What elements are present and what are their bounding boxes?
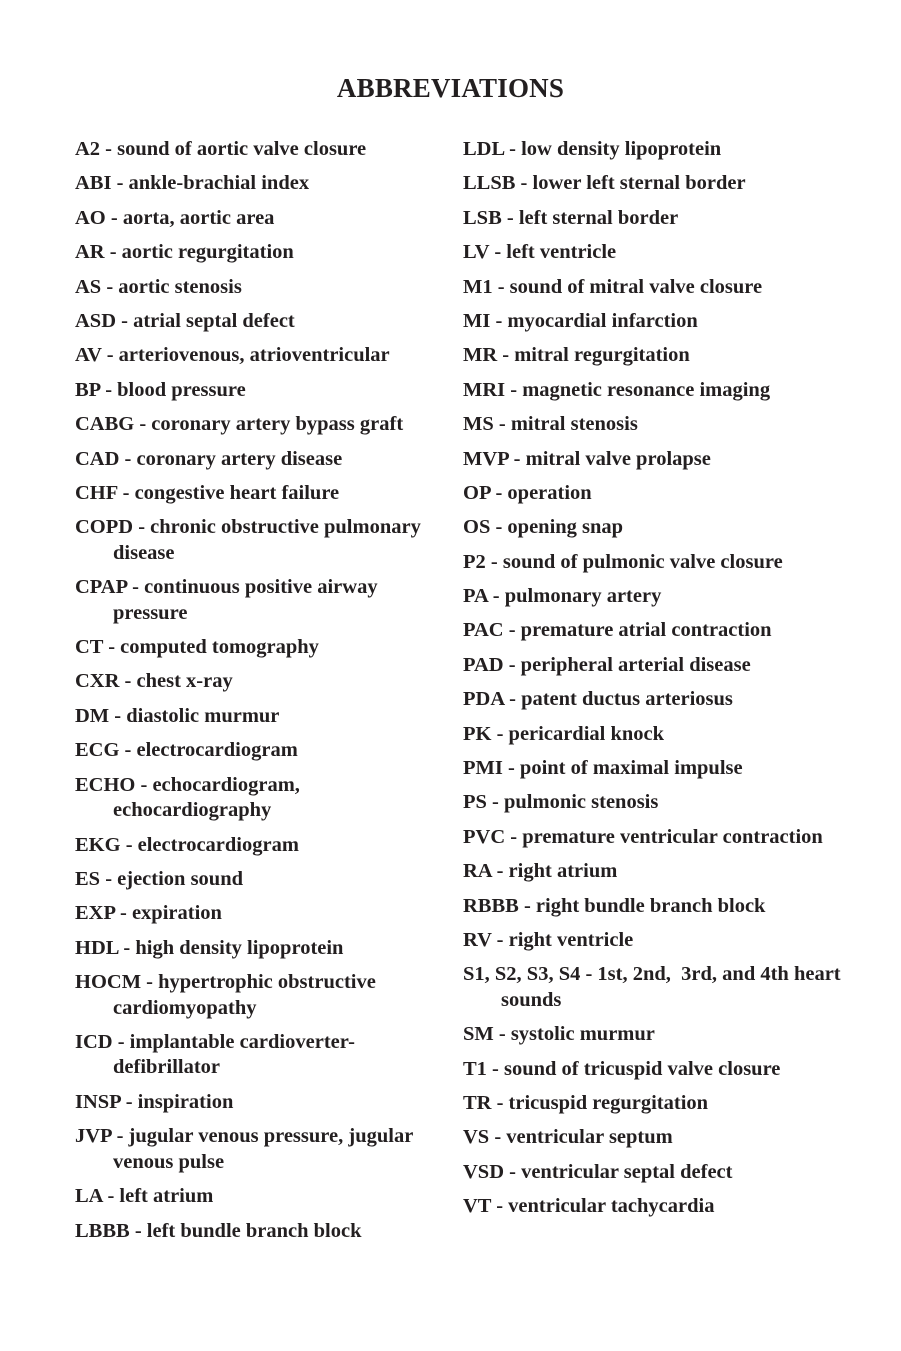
- abbreviation-text: T1 - sound of tricuspid valve closure: [463, 1057, 781, 1080]
- abbreviation-entry: [463, 240, 863, 266]
- abbreviation-text: BP - blood pressure: [75, 378, 246, 401]
- abbreviation-text: CAD - coronary artery disease: [75, 447, 343, 470]
- abbreviation-entry: [75, 575, 445, 626]
- abbreviation-entry: [75, 867, 445, 893]
- abbreviation-text: COPD - chronic obstructive pulmonary disease: [75, 516, 426, 564]
- abbreviation-entry: [463, 653, 863, 679]
- abbreviation-entry: [75, 515, 445, 566]
- abbreviation-entry: [463, 1057, 863, 1083]
- abbreviation-entry: [75, 481, 445, 507]
- abbreviation-entry: [463, 722, 863, 748]
- abbreviation-entry: [75, 240, 445, 266]
- abbreviation-text: LA - left atrium: [75, 1185, 214, 1208]
- abbreviation-text: ES - ejection sound: [75, 867, 244, 890]
- abbreviation-text: RV - right ventricle: [463, 928, 634, 951]
- abbreviation-entry: [463, 378, 863, 404]
- abbreviation-text: CT - computed tomography: [75, 636, 319, 659]
- abbreviation-entry: [463, 515, 863, 541]
- abbreviation-text: CXR - chest x-ray: [75, 670, 233, 693]
- abbreviation-entry: [75, 833, 445, 859]
- abbreviation-entry: [75, 704, 445, 730]
- abbreviation-text: S1, S2, S3, S4 - 1st, 2nd, 3rd, and 4th heart sounds: [463, 963, 846, 1011]
- abbreviation-text: PA - pulmonary artery: [463, 585, 662, 608]
- abbreviation-text: M1 - sound of mitral valve closure: [463, 275, 763, 298]
- abbreviation-text: MS - mitral stenosis: [463, 413, 638, 436]
- abbreviation-text: EXP - expiration: [75, 902, 222, 925]
- abbreviation-entry: [75, 901, 445, 927]
- abbreviation-entry: [463, 171, 863, 197]
- abbreviation-text: OS - opening snap: [463, 516, 624, 539]
- abbreviation-entry: [463, 894, 863, 920]
- abbreviation-text: PS - pulmonic stenosis: [463, 791, 659, 814]
- abbreviation-entry: [75, 669, 445, 695]
- abbreviation-list-right: [463, 137, 863, 1229]
- abbreviation-text: ASD - atrial septal defect: [75, 309, 295, 332]
- abbreviation-text: ECG - electrocardiogram: [75, 739, 298, 762]
- abbreviation-entry: [75, 936, 445, 962]
- abbreviation-entry: [463, 343, 863, 369]
- abbreviation-entry: [463, 1160, 863, 1186]
- abbreviation-entry: [463, 859, 863, 885]
- abbreviation-text: INSP - inspiration: [75, 1090, 234, 1113]
- abbreviation-entry: [463, 790, 863, 816]
- abbreviation-text: LV - left ventricle: [463, 241, 617, 264]
- abbreviation-text: EKG - electrocardiogram: [75, 833, 299, 856]
- abbreviation-entry: [75, 309, 445, 335]
- abbreviation-text: LBBB - left bundle branch block: [75, 1219, 362, 1242]
- abbreviation-text: LSB - left sternal border: [463, 206, 679, 229]
- abbreviation-entry: [75, 1184, 445, 1210]
- abbreviation-entry: [463, 1022, 863, 1048]
- abbreviation-text: PDA - patent ductus arteriosus: [463, 688, 733, 711]
- abbreviation-text: DM - diastolic murmur: [75, 704, 280, 727]
- abbreviation-entry: [463, 928, 863, 954]
- abbreviation-entry: [463, 309, 863, 335]
- abbreviation-text: RA - right atrium: [463, 860, 618, 883]
- abbreviation-entry: [463, 962, 863, 1013]
- abbreviation-text: PK - pericardial knock: [463, 722, 665, 745]
- abbreviation-text: VT - ventricular tachycardia: [463, 1195, 715, 1218]
- abbreviation-text: CPAP - continuous positive airway pressure: [75, 576, 383, 624]
- abbreviation-text: AO - aorta, aortic area: [75, 206, 275, 229]
- abbreviation-text: AS - aortic stenosis: [75, 275, 242, 298]
- abbreviation-entry: [75, 137, 445, 163]
- abbreviation-entry: [75, 378, 445, 404]
- abbreviation-entry: [463, 756, 863, 782]
- abbreviation-text: LDL - low density lipoprotein: [463, 138, 722, 160]
- abbreviation-text: A2 - sound of aortic valve closure: [75, 138, 367, 160]
- abbreviation-entry: [75, 1219, 445, 1245]
- abbreviation-entry: [463, 481, 863, 507]
- abbreviation-entry: [75, 206, 445, 232]
- abbreviation-text: HOCM - hypertrophic obstructive cardiomyopathy: [75, 971, 381, 1019]
- abbreviation-entry: [75, 738, 445, 764]
- abbreviation-entry: [463, 1194, 863, 1220]
- abbreviation-text: HDL - high density lipoprotein: [75, 936, 344, 959]
- abbreviation-text: JVP - jugular venous pressure, jugular venous pulse: [75, 1125, 419, 1173]
- abbreviation-entry: [75, 412, 445, 438]
- abbreviation-text: OP - operation: [463, 481, 592, 504]
- abbreviation-entry: [463, 1125, 863, 1151]
- abbreviation-entry: [75, 1124, 445, 1175]
- abbreviation-text: RBBB - right bundle branch block: [463, 894, 766, 917]
- abbreviation-text: VSD - ventricular septal defect: [463, 1160, 733, 1183]
- abbreviation-text: MI - myocardial infarction: [463, 309, 698, 332]
- abbreviation-text: LLSB - lower left sternal border: [463, 172, 746, 195]
- abbreviation-entry: [75, 447, 445, 473]
- abbreviation-text: AV - arteriovenous, atrioventricular: [75, 344, 390, 367]
- abbreviation-text: MRI - magnetic resonance imaging: [463, 378, 771, 401]
- abbreviation-text: PAC - premature atrial contraction: [463, 619, 772, 642]
- abbreviation-text: CHF - congestive heart failure: [75, 481, 340, 504]
- abbreviation-entry: [75, 1030, 445, 1081]
- abbreviation-entry: [463, 275, 863, 301]
- abbreviation-entry: [463, 206, 863, 232]
- abbreviation-entry: [463, 825, 863, 851]
- abbreviation-entry: [463, 584, 863, 610]
- abbreviation-text: ICD - implantable cardioverter-defibrillator: [75, 1030, 355, 1079]
- abbreviation-text: ABI - ankle-brachial index: [75, 172, 310, 195]
- abbreviation-list-left: [75, 137, 445, 1253]
- abbreviation-entry: [75, 343, 445, 369]
- abbreviation-text: P2 - sound of pulmonic valve closure: [463, 550, 783, 573]
- page-title: ABBREVIATIONS: [336, 73, 565, 103]
- abbreviation-entry: [75, 635, 445, 661]
- abbreviation-text: PVC - premature ventricular contraction: [463, 825, 823, 848]
- abbreviation-entry: [75, 171, 445, 197]
- abbreviation-entry: [75, 275, 445, 301]
- abbreviation-text: SM - systolic murmur: [463, 1023, 655, 1046]
- abbreviation-text: ECHO - echocardiogram, echocardiography: [75, 773, 306, 822]
- abbreviation-text: MR - mitral regurgitation: [463, 344, 690, 367]
- abbreviation-text: PMI - point of maximal impulse: [463, 757, 743, 780]
- abbreviation-text: VS - ventricular septum: [463, 1126, 673, 1149]
- abbreviation-text: MVP - mitral valve prolapse: [463, 447, 711, 470]
- abbreviation-entry: [75, 970, 445, 1021]
- abbreviation-text: TR - tricuspid regurgitation: [463, 1092, 709, 1115]
- abbreviation-entry: [463, 550, 863, 576]
- abbreviation-text: PAD - peripheral arterial disease: [463, 653, 751, 676]
- abbreviation-entry: [463, 137, 863, 163]
- abbreviation-text: AR - aortic regurgitation: [75, 241, 294, 264]
- abbreviation-entry: [75, 773, 445, 824]
- abbreviation-entry: [463, 447, 863, 473]
- abbreviation-entry: [75, 1090, 445, 1116]
- abbreviation-entry: [463, 1091, 863, 1117]
- abbreviation-entry: [463, 618, 863, 644]
- abbreviation-entry: [463, 687, 863, 713]
- abbreviation-text: CABG - coronary artery bypass graft: [75, 413, 404, 436]
- abbreviation-entry: [463, 412, 863, 438]
